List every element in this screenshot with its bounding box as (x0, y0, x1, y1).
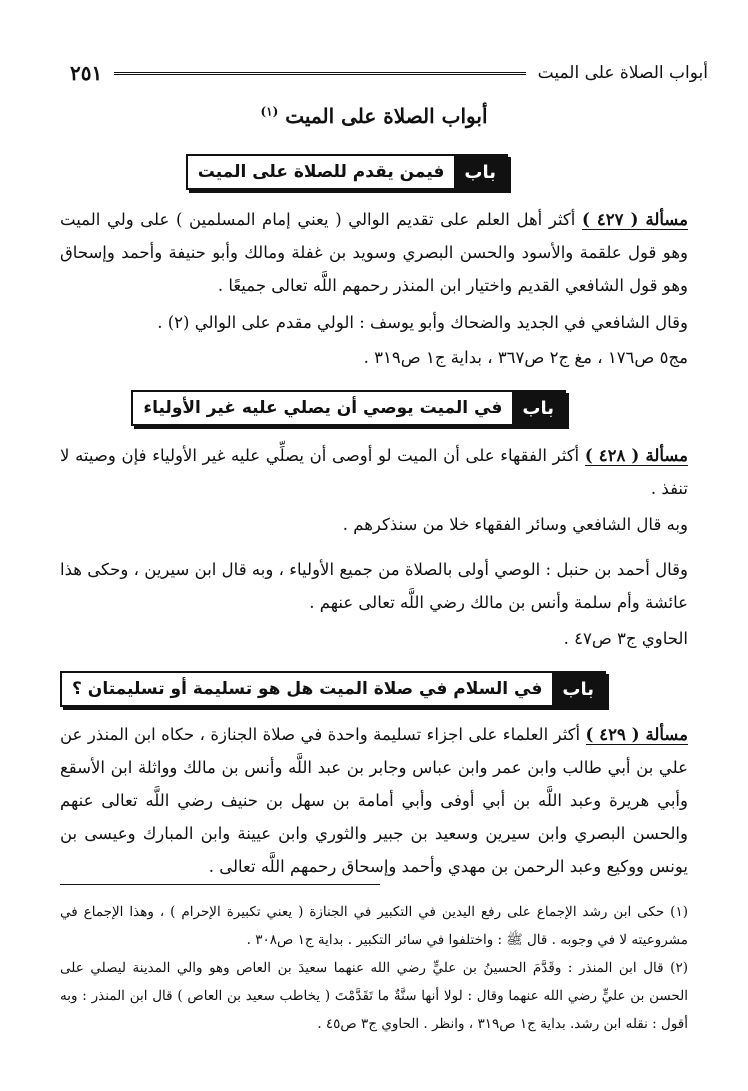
footnote-2: (٢) قال ابن المنذر : وقَدَّمَ الحسينُ بن عليٍّ رضي الله عنهما سعيدَ بن العاص وهو والي المدينة ليصلي على الحسن بن عليٍّ رضي الله عنهما وقال : لولا أنها سنَّةٌ ما تَقَدَّمْتَ ( يخاطب سعيد بن العاص ) قال ابن المنذر : وبه أقول : نقله ابن رشد. بداية ج١ ص٣١٩ ، وانظر . الحاوي ج٣ ص٤٥ . (60, 960, 688, 1032)
paragraph (60, 306, 688, 339)
reference-line (60, 341, 688, 374)
paragraph (60, 203, 688, 302)
masala-label: مسألة ( ٤٢٧ ) (581, 210, 688, 229)
paragraph-text: أكثر الفقهاء على أن الميت لو أوصى أن يصلِّي عليه غير الأولياء فإن وصيته لا تنفذ . (60, 446, 688, 498)
bab-label: باب (454, 156, 506, 188)
chapter-title-footnote-ref: (١) (260, 104, 279, 119)
bab-title: في الميت يوصي أن يصلي عليه غير الأولياء (143, 398, 503, 418)
paragraph-text: الحاوي ج٣ ص٤٧ . (563, 629, 688, 648)
footnotes (60, 898, 688, 1038)
paragraph-text: مج٥ ص١٧٦ ، مغ ج٢ ص٣٦٧ ، بداية ج١ ص٣١٩ . (363, 348, 688, 367)
header-rule (114, 72, 525, 75)
masala-label: مسألة ( ٤٢٨ ) (584, 446, 688, 465)
footnote-1: (١) حكى ابن رشد الإجماع على رفع اليدين في التكبير في الجنازة ( يعني تكبيرة الإحرام ) ، وهذا الإجماع في مشروعيته لا في وجوبه . قال ﷺ : واختلفوا في سائر التكبير . بداية ج١ ص٣٠٨ . (60, 904, 688, 948)
page-number: ٢٥١ (70, 61, 103, 85)
masala-label: مسألة ( ٤٢٩ ) (585, 725, 688, 744)
paragraph (60, 553, 688, 619)
section-heading (186, 154, 508, 190)
footnote-separator (60, 884, 380, 885)
bab-title: فيمن يقدم للصلاة على الميت (197, 162, 445, 182)
chapter-title (0, 104, 748, 128)
section-heading (60, 671, 606, 707)
paragraph (60, 508, 688, 541)
paragraph (60, 718, 688, 883)
paragraph-text: أكثر أهل العلم على تقديم الوالي ( يعني إمام المسلمين ) على ولي الميت وهو قول علقمة والأسود والحسن البصري وسويد بن غفلة ومالك وأبو حنيفة وأحمد وإسحاق وهو قول الشافعي القديم واختيار ابن المنذر رحمهم اللَّه تعالى جميعًا . (60, 210, 688, 295)
paragraph-text: وبه قال الشافعي وسائر الفقهاء خلا من سنذكرهم . (342, 515, 688, 534)
section-heading (131, 390, 566, 426)
bab-title: في السلام في صلاة الميت هل هو تسليمة أو تسليمتان ؟ (72, 679, 543, 699)
paragraph-text: أكثر العلماء على اجزاء تسليمة واحدة في صلاة الجنازة ، حكاه ابن المنذر عن علي بن أبي طالب وابن عمر وابن عباس وجابر بن عبد اللَّه وأنس بن مالك وواثلة ابن الأسقع وأبي هريرة وعبد اللَّه بن أبي أوفى وأبي أمامة بن سهل بن حنيف رضي اللَّه تعالى عنهم والحسن البصري وابن سيرين وسعيد بن جبير والثوري وابن عيينة وابن المبارك وعيسى بن يونس ووكيع وعبد الرحمن بن مهدي وأحمد وإسحاق رحمهم اللَّه تعالى . (60, 725, 688, 876)
paragraph-text: وقال أحمد بن حنبل : الوصي أولى بالصلاة من جميع الأولياء ، وبه قال ابن سيرين ، وحكى هذا عائشة وأم سلمة وأنس بن مالك رضي اللَّه تعالى عنهم . (60, 560, 688, 612)
reference-line (60, 622, 688, 655)
paragraph-text: وقال الشافعي في الجديد والضحاك وأبو يوسف : الولي مقدم على الوالي (٢) . (157, 313, 688, 332)
running-title: أبواب الصلاة على الميت (537, 63, 708, 83)
page-header (70, 56, 708, 90)
bab-label: باب (512, 392, 564, 424)
chapter-title-text: أبواب الصلاة على الميت (285, 104, 488, 128)
bab-label: باب (552, 673, 604, 705)
paragraph (60, 439, 688, 505)
